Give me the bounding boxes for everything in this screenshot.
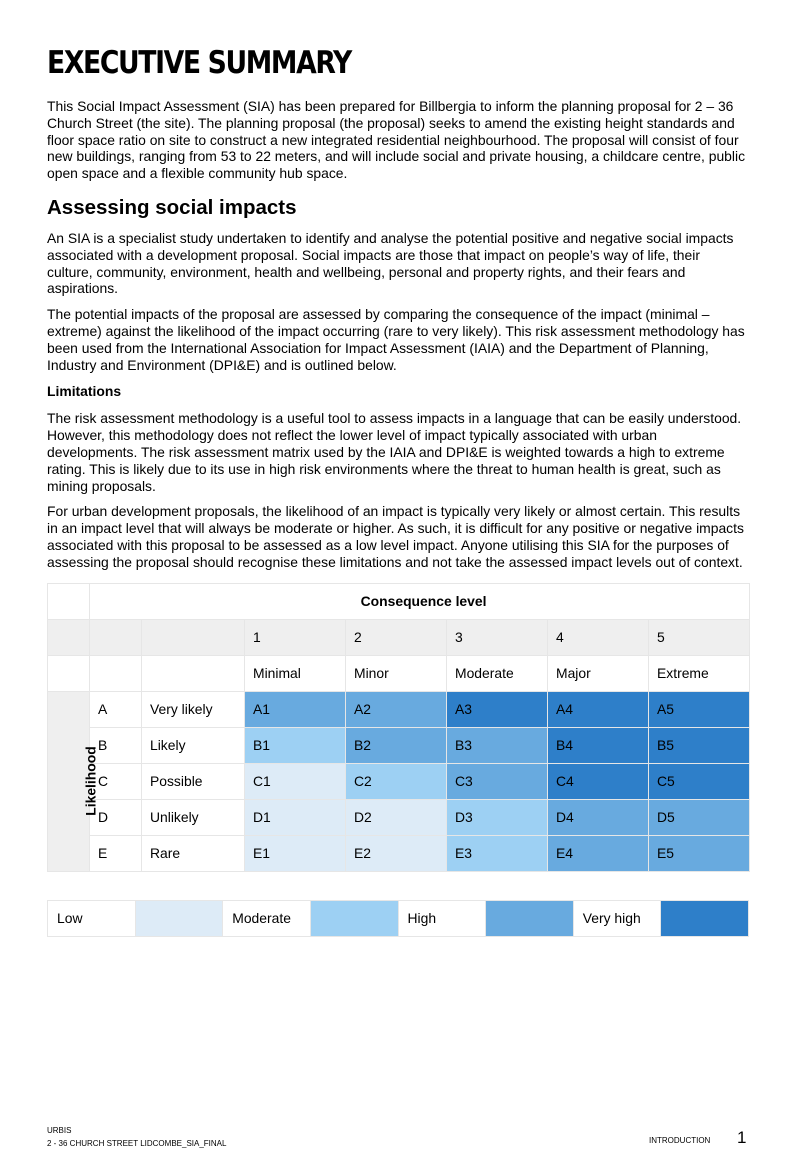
likelihood-label: Unlikely (142, 799, 245, 835)
matrix-cell: A3 (447, 691, 548, 727)
matrix-cell: B1 (245, 727, 346, 763)
matrix-cell: A4 (548, 691, 649, 727)
section-heading: Assessing social impacts (47, 195, 297, 219)
matrix-cell: C4 (548, 763, 649, 799)
intro-paragraph: This Social Impact Assessment (SIA) has been prepared for Billbergia to inform the planning proposal for 2 – 36 Church Street (the site). The planning proposal (the proposal) seeks to amend the existing height standards and floor space ratio on site to construct a new integrated residential neighbourhood. The proposal will consist of four new buildings, ranging from 53 to 22 meters, and will include social and private housing, a childcare centre, public open space and a flexible community hub space. (47, 98, 746, 182)
matrix-cell: E5 (649, 835, 750, 871)
paragraph-urban-development: For urban development proposals, the likelihood of an impact is typically very likely or almost certain. This results in an impact level that will always be moderate or higher. As such, it is difficult for any positive or negative impacts associated with this proposal to be assessed as a low level impact. Anyone utilising this SIA for the purposes of assessing the proposal should recognise these limitations and not take the assessed impact levels out of context. (47, 503, 744, 570)
impact-level-legend (47, 900, 749, 937)
consequence-category: Moderate (447, 655, 548, 691)
footer-section: INTRODUCTION (649, 1136, 711, 1145)
legend-label-very-high: Very high (573, 900, 661, 936)
consequence-number: 2 (346, 619, 447, 655)
likelihood-row-b (48, 727, 750, 763)
matrix-cell: C2 (346, 763, 447, 799)
footer-left (47, 1124, 226, 1150)
legend-label-high: High (398, 900, 486, 936)
likelihood-label: Rare (142, 835, 245, 871)
consequence-level-title: Consequence level (90, 583, 750, 619)
matrix-cell: D2 (346, 799, 447, 835)
consequence-number-row (48, 619, 750, 655)
likelihood-label: Likely (142, 727, 245, 763)
matrix-cell: A1 (245, 691, 346, 727)
legend-row (48, 900, 749, 936)
consequence-category: Major (548, 655, 649, 691)
consequence-header-row (48, 583, 750, 619)
consequence-category: Extreme (649, 655, 750, 691)
matrix-cell: E2 (346, 835, 447, 871)
legend-swatch-moderate (310, 900, 398, 936)
matrix-cell: B3 (447, 727, 548, 763)
matrix-cell: D4 (548, 799, 649, 835)
footer-document: 2 - 36 CHURCH STREET LIDCOMBE_SIA_FINAL (47, 1139, 227, 1148)
likelihood-row-a (48, 691, 750, 727)
paragraph-methodology: The potential impacts of the proposal are assessed by comparing the consequence of the impact (minimal – extreme) against the likelihood of the impact occurring (rare to very likely). This risk assessment methodology has been used from the International Association for Impact Assessment (IAIA) and the Department of Planning, Industry and Environment (DPI&E) and is outlined below. (47, 306, 745, 373)
blank-cell (142, 619, 245, 655)
blank-cell (142, 655, 245, 691)
consequence-category: Minimal (245, 655, 346, 691)
risk-matrix-table (47, 583, 750, 872)
consequence-number: 4 (548, 619, 649, 655)
likelihood-row-d (48, 799, 750, 835)
consequence-number: 5 (649, 619, 750, 655)
page-content (47, 44, 749, 937)
legend-swatch-low (135, 900, 223, 936)
matrix-cell: E4 (548, 835, 649, 871)
likelihood-title: Likelihood (82, 746, 99, 816)
likelihood-letter: A (90, 691, 142, 727)
matrix-cell: D1 (245, 799, 346, 835)
blank-cell (48, 583, 90, 619)
blank-cell (48, 619, 90, 655)
consequence-number: 1 (245, 619, 346, 655)
likelihood-letter: B (90, 727, 142, 763)
matrix-cell: C3 (447, 763, 548, 799)
paragraph-limitations: The risk assessment methodology is a useful tool to assess impacts in a language that can be easily understood. However, this methodology does not reflect the lower level of impact typically associated with urban developments. The risk assessment matrix used by the IAIA and DPI&E is weighted towards a high to extreme rating. This is likely due to its use in high risk environments where the threat to human health is great, such as mining proposals. (47, 410, 742, 494)
likelihood-row-e (48, 835, 750, 871)
consequence-number: 3 (447, 619, 548, 655)
matrix-cell: B2 (346, 727, 447, 763)
matrix-cell: A5 (649, 691, 750, 727)
matrix-cell: B5 (649, 727, 750, 763)
legend-label-low: Low (48, 900, 136, 936)
likelihood-letter: E (90, 835, 142, 871)
matrix-cell: D5 (649, 799, 750, 835)
matrix-cell: E1 (245, 835, 346, 871)
likelihood-label: Very likely (142, 691, 245, 727)
blank-cell (90, 619, 142, 655)
paragraph-sia-definition: An SIA is a specialist study undertaken to identify and analyse the potential positive and negative social impacts associated with a development proposal. Social impacts are those that impact on people’s way of life, their culture, community, environment, health and wellbeing, personal and property rights, and their fears and aspirations. (47, 229, 734, 297)
matrix-cell: E3 (447, 835, 548, 871)
blank-cell (90, 655, 142, 691)
matrix-cell: C1 (245, 763, 346, 799)
legend-swatch-very-high (661, 900, 749, 936)
limitations-heading: Limitations (47, 383, 122, 400)
consequence-category-row (48, 655, 750, 691)
likelihood-letter: C (90, 763, 142, 799)
footer-company: URBIS (47, 1126, 72, 1135)
matrix-cell: B4 (548, 727, 649, 763)
likelihood-label: Possible (142, 763, 245, 799)
matrix-cell: A2 (346, 691, 447, 727)
page-number: 1 (737, 1128, 747, 1147)
likelihood-side-label (48, 691, 99, 871)
blank-cell (48, 655, 90, 691)
consequence-category: Minor (346, 655, 447, 691)
matrix-cell: C5 (649, 763, 750, 799)
likelihood-row-c (48, 763, 750, 799)
matrix-cell: D3 (447, 799, 548, 835)
likelihood-letter: D (90, 799, 142, 835)
legend-label-moderate: Moderate (223, 900, 311, 936)
legend-swatch-high (486, 900, 574, 936)
page-title: EXECUTIVE SUMMARY (47, 45, 351, 81)
